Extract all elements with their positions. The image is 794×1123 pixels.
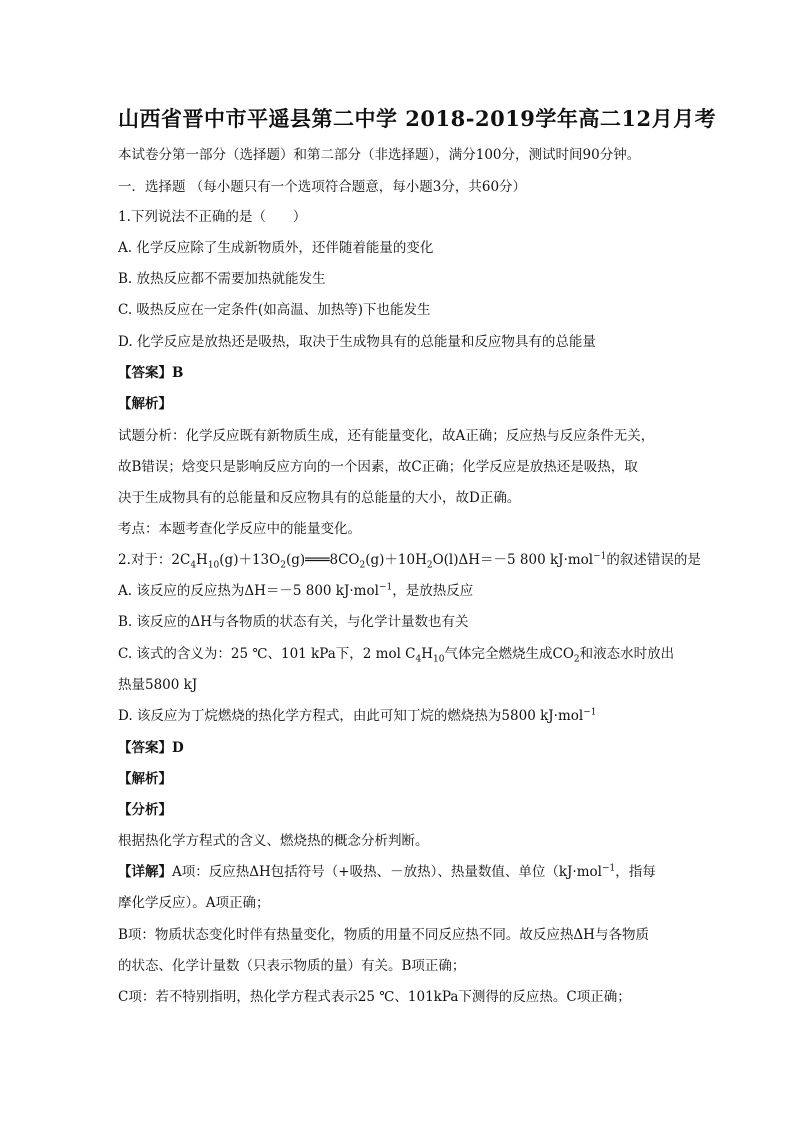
document-title: 山西省晋中市平遥县第二中学 2018-2019学年高二12月月考 bbox=[118, 106, 717, 131]
question-2-analysis-heading: 【解析】 bbox=[118, 771, 172, 787]
question-2-option-c: C. 该式的含义为：25 ℃、101 kPa下，2 mol $C_4H_{10}$气体完全燃烧生成$CO_2$和液态水时放出 bbox=[118, 646, 675, 665]
question-2-option-a: A. 该反应的反应热为ΔH＝－5 800 kJ·mol$^{-1}$，是放热反应 bbox=[118, 582, 474, 599]
question-2-option-d: D. 该反应为丁烷燃烧的热化学方程式，由此可知丁烷的燃烧热为5800 kJ·mol$^{-1}$ bbox=[118, 707, 597, 724]
question-2-option-c-continued: 热量5800 kJ bbox=[118, 677, 198, 693]
question-2-detail-a: 【详解】A项：反应热ΔH包括符号（+吸热、－放热）、热量数值、单位（kJ·mol$^{-1}$，指每 bbox=[118, 863, 656, 880]
question-1-analysis-line: 故B错误；焓变只是影响反应方向的一个因素，故C正确；化学反应是放热还是吸热，取 bbox=[118, 459, 638, 475]
question-2-fenxi-heading: 【分析】 bbox=[118, 802, 172, 818]
question-1-option-b: B. 放热反应都不需要加热就能发生 bbox=[118, 271, 326, 287]
question-2-detail-c: C项：若不特别指明，热化学方程式表示25 ℃、101kPa下测得的反应热。C项正确； bbox=[118, 989, 631, 1005]
question-2-option-b: B. 该反应的ΔH与各物质的状态有关，与化学计量数也有关 bbox=[118, 614, 469, 630]
section-heading: 一．选择题 （每小题只有一个选项符合题意，每小题3分，共60分） bbox=[118, 179, 527, 195]
question-1-analysis-line: 试题分析：化学反应既有新物质生成，还有能量变化，故A正确；反应热与反应条件无关， bbox=[118, 428, 655, 444]
question-1-answer: 【答案】B bbox=[118, 365, 184, 381]
question-2-detail-b-continued: 的状态、化学计量数（只表示物质的量）有关。B项正确； bbox=[118, 958, 466, 974]
question-2-fenxi-text: 根据热化学方程式的含义、燃烧热的概念分析判断。 bbox=[118, 833, 429, 849]
question-1-option-d: D. 化学反应是放热还是吸热，取决于生成物具有的总能量和反应物具有的总能量 bbox=[118, 334, 596, 350]
question-1-point: 考点：本题考查化学反应中的能量变化。 bbox=[118, 521, 361, 537]
question-1-analysis-heading: 【解析】 bbox=[118, 396, 172, 412]
question-1-option-c: C. 吸热反应在一定条件(如高温、加热等)下也能发生 bbox=[118, 302, 431, 318]
question-2-detail-a-continued: 摩化学反应）。A项正确； bbox=[118, 895, 270, 911]
question-2-detail-b: B项：物质状态变化时伴有热量变化，物质的用量不同反应热不同。故反应热ΔH与各物质 bbox=[118, 927, 649, 943]
question-1-analysis-line: 决于生成物具有的总能量和反应物具有的总能量的大小，故D正确。 bbox=[118, 490, 521, 506]
intro-text: 本试卷分第一部分（选择题）和第二部分（非选择题），满分100分，测试时间90分钟。 bbox=[118, 147, 641, 163]
question-2-stem: 2.对于：$2C_4H_{10}(g)+13O_2(g)═══8CO_2(g)+10H_2O(l)\Delta H=-5$ 800 kJ·mol$^{-1}$的叙述错误的是 bbox=[118, 551, 701, 571]
question-1-stem: 1.下列说法不正确的是（ ） bbox=[118, 209, 307, 225]
question-2-answer: 【答案】D bbox=[118, 740, 184, 756]
question-1-option-a: A. 化学反应除了生成新物质外，还伴随着能量的变化 bbox=[118, 240, 434, 256]
